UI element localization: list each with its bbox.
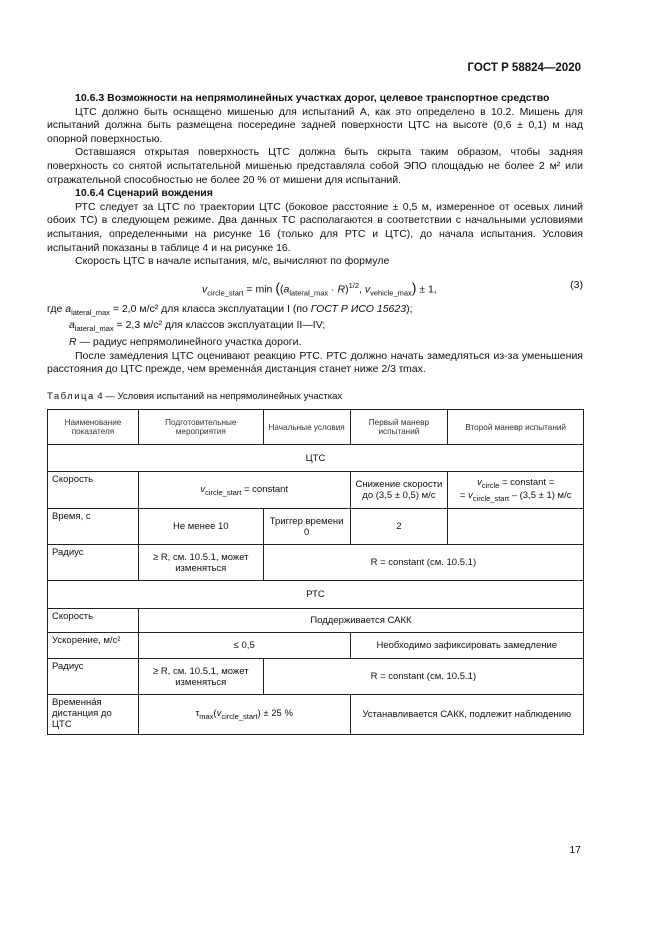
row-label: Радиус: [48, 659, 139, 695]
table-cell: $v_{circle}$ = constant = = $v_{circle\_start} - (3,5 \pm 1)$ м/с: [448, 472, 584, 509]
row-label: Время, с: [48, 509, 139, 545]
section-tts: ЦТС: [48, 445, 584, 472]
table-cell: Необходимо зафиксировать замедление: [350, 633, 583, 659]
section-1064-p2: Скорость ЦТС в начале испытания, м/с, вычисляют по формуле: [75, 255, 390, 268]
table-cell: ≥ R, см. 10.5.1, может изменяться: [138, 659, 263, 695]
table-cell: Снижение скорости до (3,5 ± 0,5) м/с: [350, 472, 448, 509]
header-cell: Наименование показателя: [48, 410, 139, 445]
table-row: [48, 509, 584, 545]
table-cell: $v_{circle\_start}$ = constant: [138, 472, 350, 509]
row-label: Временна́я дистанция до ЦТС: [48, 695, 139, 735]
table-cell: Триггер времени 0: [263, 509, 350, 545]
table-cell: Не менее 10: [138, 509, 263, 545]
table-row: [48, 609, 584, 633]
table-cell: Устанавливается САКК, подлежит наблюдению: [350, 695, 583, 735]
where-line-3: R — радиус непрямолинейного участка дороги.: [69, 336, 302, 349]
section-1063-p2: Оставшаяся открытая поверхность ЦТС должна быть скрыта таким образом, чтобы задняя поверхность со снятой испытательной мишенью представляла собой ЭПО площадью не более 2 м² или отражательной способностью не более 20 % от мишени для испытаний.: [47, 146, 583, 186]
table-cell: ≥ R, см. 10.5.1, может изменяться: [138, 545, 263, 581]
table-cell: 2: [350, 509, 448, 545]
header-cell: Второй маневр испытаний: [448, 410, 584, 445]
where-line-1: где $a_{lateral\_max} = 2,0$ м/с² для класса эксплуатации I (по ГОСТ Р ИСО 15623);: [47, 302, 413, 317]
where-line-2: $a_{lateral\_max} = 2,3$ м/с² для классов эксплуатации II—IV;: [69, 319, 326, 334]
table-row: [48, 633, 584, 659]
formula-expression: $v_{circle\_start} = \min ((a_{lateral\_max} \cdot R)^{1/2}$, $v_{vehicle\_max}) \pm 1$,: [202, 279, 437, 298]
table-row: [48, 659, 584, 695]
table-header-row: [48, 410, 584, 445]
row-label: Радиус: [48, 545, 139, 581]
table-section-row: [48, 581, 584, 609]
section-1063-heading: 10.6.3 Возможности на непрямолинейных участках дорог, целевое транспортное средство: [75, 92, 550, 104]
row-label: Скорость: [48, 472, 139, 509]
section-1064-heading: 10.6.4 Сценарий вождения: [75, 187, 213, 200]
row-label: Скорость: [48, 609, 139, 633]
section-rts: РТС: [48, 581, 584, 609]
body-text: [47, 92, 583, 377]
page-number: 17: [569, 844, 581, 856]
table-cell: Поддерживается САКК: [138, 609, 583, 633]
header-cell: Начальные условия: [263, 410, 350, 445]
table-row: [48, 545, 584, 581]
formula-3: [47, 275, 583, 297]
table-section-row: [48, 445, 584, 472]
header-cell: Первый маневр испытаний: [350, 410, 448, 445]
table-cell: R = constant (см. 10.5.1): [263, 659, 583, 695]
table-cell: $\tau_{max}(v_{circle\_start}) \pm 25$ %: [138, 695, 350, 735]
formula-number: (3): [570, 278, 583, 291]
standard-code: ГОСТ Р 58824—2020: [467, 62, 581, 74]
section-1064-p3: После замедления ЦТС оценивают реакцию РТС. РТС должно начать замедляться из-за уменьшения расстояния до ЦТС прежде, чем временна́я дистанция станет ниже 2/3 τmax.: [47, 349, 583, 376]
section-1064-p1: РТС следует за ЦТС по траектории ЦТС (боковое расстояние ± 0,5 м, измеренное от осевых линий обоих ТС) в следующем режиме. Два данных ТС располагаются в соответствии с начальными условиями испытания, определенными на рисунке 16 (только для РТС и ЦТС), до начала испытания. Условия испытаний показаны в таблице 4 и на рисунке 16.: [47, 200, 583, 254]
table-cell: R = constant (см. 10.5.1): [263, 545, 583, 581]
table-cell: [448, 509, 584, 545]
table-row: [48, 472, 584, 509]
conditions-table: [47, 409, 584, 735]
row-label: Ускорение, м/с²: [48, 633, 139, 659]
table-cell: ≤ 0,5: [138, 633, 350, 659]
header-cell: Подготовительные мероприятия: [138, 410, 263, 445]
table-caption: Таблица 4 — Условия испытаний на непрямолинейных участках: [47, 391, 343, 402]
section-1063-p1: ЦТС должно быть оснащено мишенью для испытаний А, как это определено в 10.2. Мишень для испытаний должна быть размещена посередине задней поверхности ЦТС на высоте (0,6 ± 0,1) м над опорной поверхностью.: [47, 105, 583, 145]
table-row: [48, 695, 584, 735]
